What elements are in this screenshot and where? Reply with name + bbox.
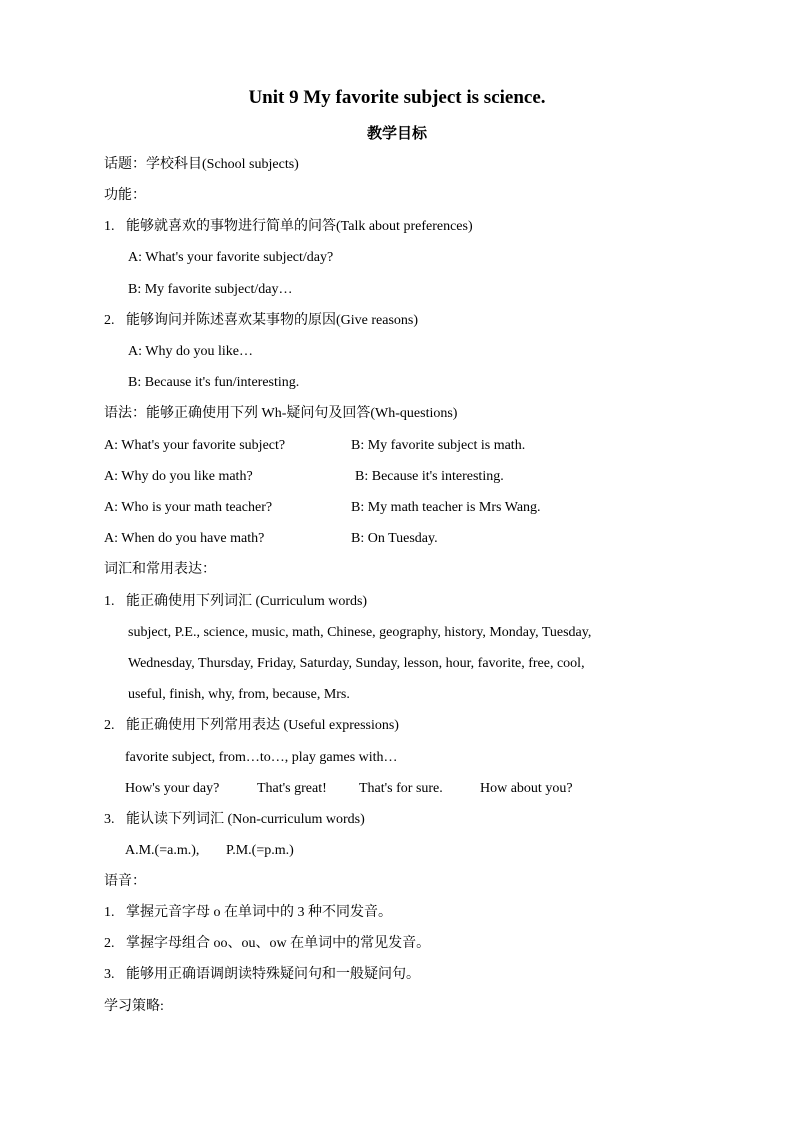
topic-line: 话题：学校科目(School subjects) — [104, 157, 299, 172]
expression: How about you? — [480, 781, 573, 796]
grammar-answer: B: My favorite subject is math. — [351, 438, 526, 453]
example-line: A: Why do you like… — [128, 344, 253, 359]
item-text: 掌握字母组合 oo、ou、ow 在单词中的常见发音。 — [126, 936, 431, 951]
item-text: 能认读下列词汇 (Non-curriculum words) — [126, 812, 365, 827]
item-text: 能够询问并陈述喜欢某事物的原因(Give reasons) — [126, 313, 419, 328]
page-title: Unit 9 My favorite subject is science. — [248, 87, 546, 108]
grammar-question: A: Who is your math teacher? — [104, 500, 273, 515]
function-item — [104, 312, 418, 330]
vocab-words-line: useful, finish, why, from, because, Mrs. — [128, 687, 350, 702]
example-line: B: Because it's fun/interesting. — [128, 375, 300, 390]
vocab-item — [104, 717, 399, 735]
example-line: B: My favorite subject/day… — [128, 282, 293, 297]
item-number: 2. — [104, 718, 115, 733]
phonetics-item — [104, 966, 420, 984]
example-line: A: What's your favorite subject/day? — [128, 250, 334, 265]
vocab-item — [104, 593, 367, 611]
item-number: 3. — [104, 812, 115, 827]
item-number: 3. — [104, 967, 115, 982]
grammar-answer: B: On Tuesday. — [351, 531, 438, 546]
expression: That's for sure. — [359, 781, 443, 796]
vocab-item — [104, 811, 365, 829]
item-number: 1. — [104, 905, 115, 920]
phonetics-heading: 语音： — [104, 874, 146, 889]
item-text: 能够用正确语调朗读特殊疑问句和一般疑问句。 — [126, 967, 420, 982]
grammar-answer: B: Because it's interesting. — [355, 469, 504, 484]
phonetics-item — [104, 904, 392, 922]
section-subtitle: 教学目标 — [366, 126, 427, 142]
item-text: 能正确使用下列词汇 (Curriculum words) — [126, 594, 368, 609]
vocab-heading: 词汇和常用表达： — [104, 562, 216, 577]
noncurriculum-word: P.M.(=p.m.) — [226, 843, 294, 858]
grammar-question: A: When do you have math? — [104, 531, 265, 546]
phonetics-item — [104, 935, 430, 953]
strategy-heading: 学习策略: — [104, 999, 164, 1014]
grammar-question: A: Why do you like math? — [104, 469, 253, 484]
grammar-heading: 语法：能够正确使用下列 Wh-疑问句及回答(Wh-questions) — [104, 406, 458, 421]
expression: How's your day? — [125, 781, 220, 796]
item-text: 掌握元音字母 o 在单词中的 3 种不同发音。 — [126, 905, 392, 920]
item-number: 1. — [104, 594, 115, 609]
vocab-words-line: subject, P.E., science, music, math, Chinese, geography, history, Monday, Tuesday, — [128, 625, 592, 640]
item-number: 1. — [104, 219, 115, 234]
function-heading: 功能： — [104, 188, 146, 203]
grammar-answer: B: My math teacher is Mrs Wang. — [351, 500, 541, 515]
function-item — [104, 218, 473, 236]
noncurriculum-word: A.M.(=a.m.), — [125, 843, 200, 858]
vocab-words-line: Wednesday, Thursday, Friday, Saturday, Sunday, lesson, hour, favorite, free, cool, — [128, 656, 585, 671]
grammar-question: A: What's your favorite subject? — [104, 438, 286, 453]
item-text: 能够就喜欢的事物进行简单的问答(Talk about preferences) — [126, 219, 473, 234]
expression: That's great! — [257, 781, 327, 796]
item-number: 2. — [104, 313, 115, 328]
expressions-line: favorite subject, from…to…, play games with… — [125, 750, 398, 765]
item-number: 2. — [104, 936, 115, 951]
item-text: 能正确使用下列常用表达 (Useful expressions) — [126, 718, 399, 733]
